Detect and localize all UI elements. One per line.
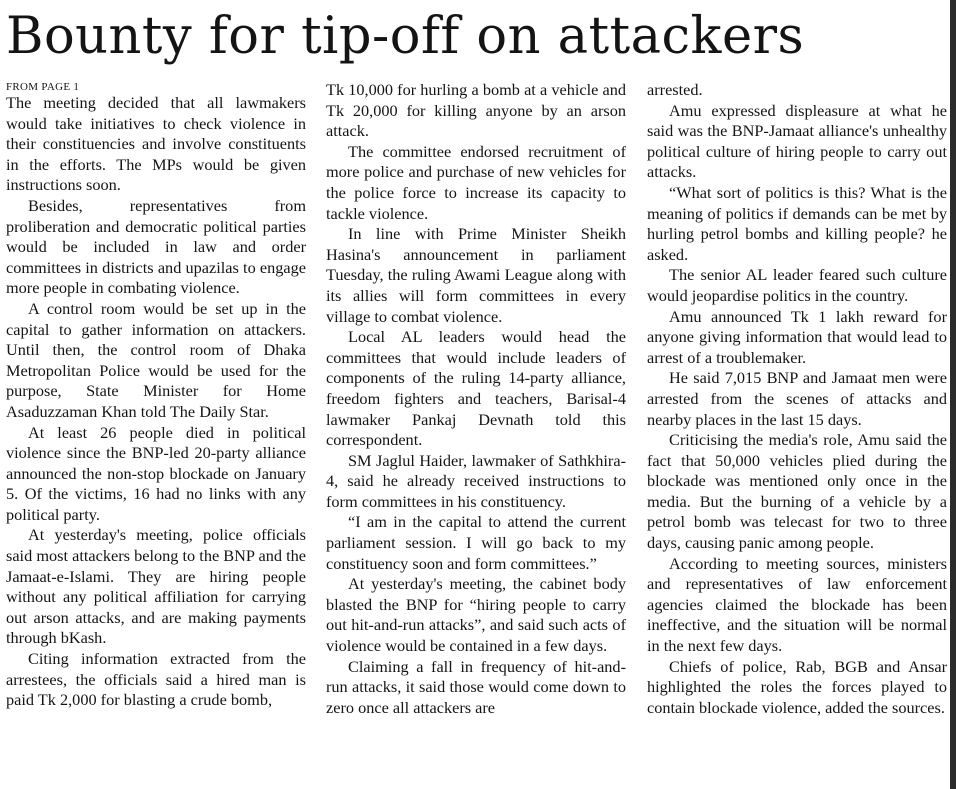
paragraph: Claiming a fall in frequency of hit-and-run attacks, it said those would come down to zero once all attackers are bbox=[326, 656, 626, 717]
article-column-3 bbox=[647, 80, 947, 718]
paragraph: A control room would be set up in the capital to gather information on attackers. Until then, the control room of Dhaka Metropolitan Police would be used for the purpose, State Minister for Home Asaduzzaman Khan told The Daily Star. bbox=[6, 298, 306, 421]
paragraph: According to meeting sources, ministers and representatives of law enforcement agencies claimed the blockade has been ineffective, and the situation will be normal in the next few days. bbox=[647, 553, 947, 656]
paragraph: The senior AL leader feared such culture would jeopardise politics in the country. bbox=[647, 265, 947, 305]
page-edge-border bbox=[950, 0, 956, 789]
paragraph: Citing information extracted from the arrestees, the officials said a hired man is paid Tk 2,000 for blasting a crude bomb, bbox=[6, 649, 306, 710]
article-column-2 bbox=[326, 80, 626, 718]
paragraph: At yesterday's meeting, police officials said most attackers belong to the BNP and the Jamaat-e-Islami. They are hiring people without any political affiliation for carrying out arson attacks, and are making payments through bKash. bbox=[6, 525, 306, 648]
paragraph: Amu announced Tk 1 lakh reward for anyone giving information that would lead to arrest of a troublemaker. bbox=[647, 306, 947, 367]
paragraph: In line with Prime Minister Sheikh Hasina's announcement in parliament Tuesday, the ruling Awami League along with its allies will form committees in every village to combat violence. bbox=[326, 224, 626, 326]
paragraph: Chiefs of police, Rab, BGB and Ansar highlighted the roles the forces played to contain blockade violence, added the sources. bbox=[647, 656, 947, 717]
paragraph: The meeting decided that all lawmakers would take initiatives to check violence in their constituencies and involve constituents in the efforts. The MPs would be given instructions soon. bbox=[6, 93, 306, 195]
paragraph: “What sort of politics is this? What is the meaning of politics if demands can be met by hurling petrol bombs and killing people? he asked. bbox=[647, 182, 947, 264]
article-column-1 bbox=[6, 80, 306, 711]
paragraph: arrested. bbox=[647, 80, 703, 99]
paragraph: Tk 10,000 for hurling a bomb at a vehicle and Tk 20,000 for killing anyone by an arson attack. bbox=[326, 80, 626, 141]
paragraph: Criticising the media's role, Amu said the fact that 50,000 vehicles plied during the blockade was mentioned only once in the media. But the burning of a vehicle by a petrol bomb was telecast for two to three days, causing panic among people. bbox=[647, 430, 947, 553]
paragraph: At least 26 people died in political violence since the BNP-led 20-party alliance announced the non-stop blockade on January 5. Of the victims, 16 had no links with any political party. bbox=[6, 422, 306, 524]
paragraph: “I am in the capital to attend the current parliament session. I will go back to my constituency soon and form committees.” bbox=[326, 512, 626, 573]
paragraph: Besides, representatives from proliberation and democratic political parties would be included in law and order committees in districts and upazilas to engage more people in combating violence. bbox=[6, 195, 306, 298]
headline: Bounty for tip-off on attackers bbox=[6, 7, 805, 66]
paragraph: SM Jaglul Haider, lawmaker of Sathkhira-4, said he already received instructions to form committees in his constituency. bbox=[326, 450, 626, 511]
continuation-kicker: FROM PAGE 1 bbox=[6, 81, 80, 93]
paragraph: Local AL leaders would head the committees that would include leaders of components of the ruling 14-party alliance, freedom fighters and teachers, Barisal-4 lawmaker Pankaj Devnath told this correspondent. bbox=[326, 327, 626, 450]
paragraph: He said 7,015 BNP and Jamaat men were arrested from the scenes of attacks and nearby places in the last 15 days. bbox=[647, 368, 947, 429]
paragraph: At yesterday's meeting, the cabinet body blasted the BNP for “hiring people to carry out hit-and-run attacks”, and said such acts of violence would be contained in a few days. bbox=[326, 574, 626, 656]
paragraph: Amu expressed displeasure at what he said was the BNP-Jamaat alliance's unhealthy political culture of hiring people to carry out attacks. bbox=[647, 100, 947, 182]
paragraph: The committee endorsed recruitment of more police and purchase of new vehicles for the police force to increase its capacity to tackle violence. bbox=[326, 141, 626, 223]
